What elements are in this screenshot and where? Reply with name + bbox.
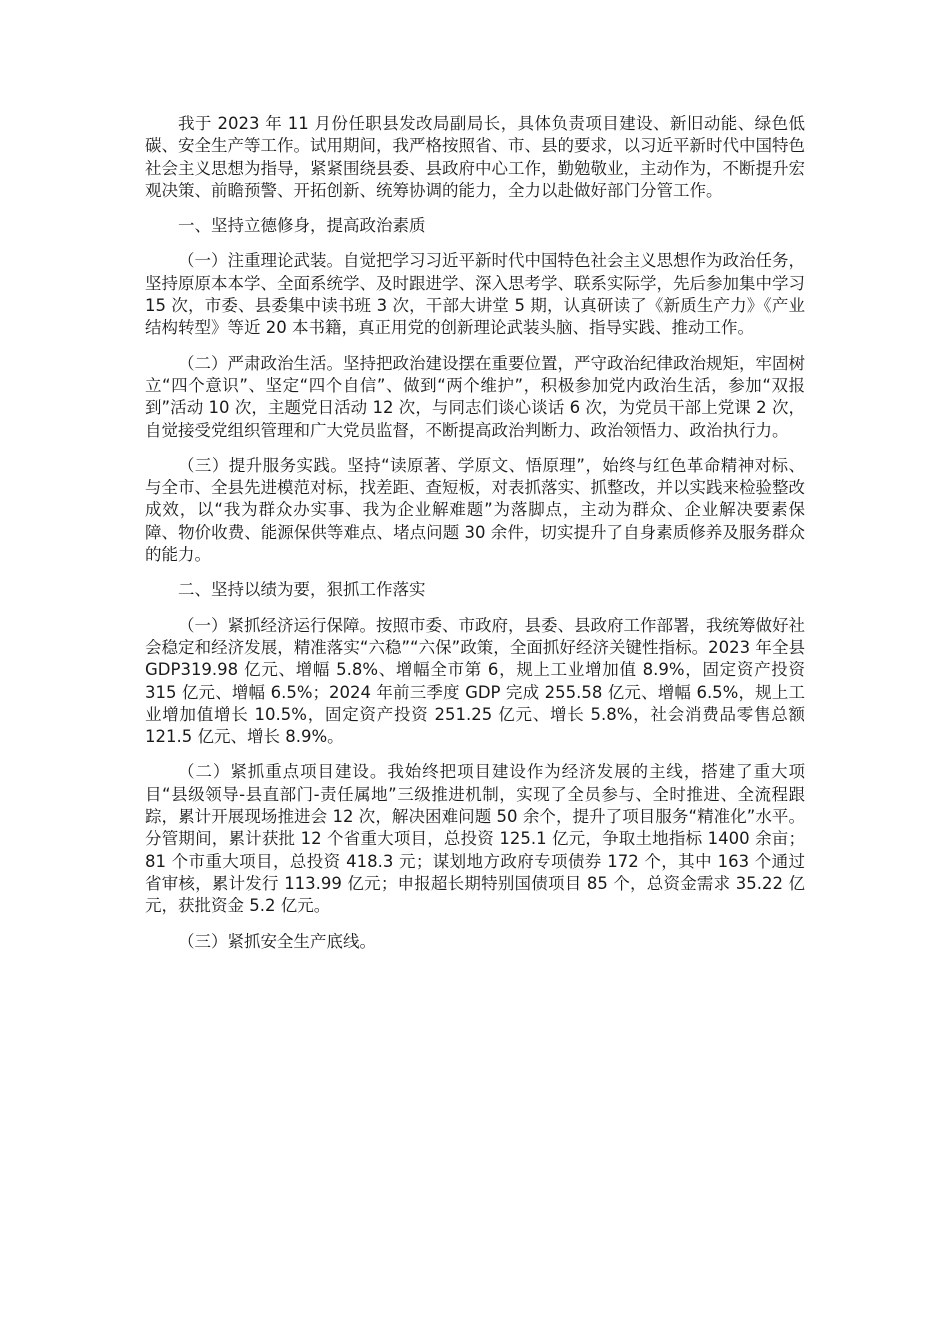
paragraph-2-2: （二）紧抓重点项目建设。我始终把项目建设作为经济发展的主线，搭建了重大项目“县级领导-县直部门-责任属地”三级推进机制，实现了全员参与、全时推进、全流程跟踪，累计开展现场推进会 12 次，解决困难问题 50 余个，提升了项目服务“精准化”水平。分管期间，累计获批 12 个省重大项目，总投资 125.1 亿元，争取土地指标 1400 余亩；81 个市重大项目，总投资 418.3 元；谋划地方政府专项债券 172 个，其中 163 个通过省审核，累计发行 113.99 亿元；申报超长期特别国债项目 85 个，总资金需求 35.22 亿元，获批资金 5.2 亿元。 [145, 762, 805, 916]
section-heading-2: 二、坚持以绩为要，狠抓工作落实 [178, 580, 426, 600]
paragraph-1-3: （三）提升服务实践。坚持“读原著、学原文、悟原理”，始终与红色革命精神对标、与全市、全县先进模范对标，找差距、查短板，对表抓落实、抓整改，并以实践来检验整改成效，以“我为群众办实事、我为企业解难题”为落脚点，主动为群众、企业解决要素保障、物价收费、能源保供等难点、堵点问题 30 余件，切实提升了自身素质修养及服务群众的能力。 [145, 455, 805, 565]
paragraph-1-2: （二）严肃政治生活。坚持把政治建设摆在重要位置，严守政治纪律政治规矩，牢固树立“四个意识”、坚定“四个自信”、做到“两个维护”，积极参加党内政治生活，参加“双报到”活动 10 次，主题党日活动 12 次，与同志们谈心谈话 6 次，为党员干部上党课 2 次，自觉接受党组织管理和广大党员监督，不断提高政治判断力、政治领悟力、政治执行力。 [145, 353, 805, 440]
document-body [145, 113, 805, 966]
intro-paragraph: 我于 2023 年 11 月份任职县发改局副局长，具体负责项目建设、新旧动能、绿色低碳、安全生产等工作。试用期间，我严格按照省、市、县的要求，以习近平新时代中国特色社会主义思想为指导，紧紧围绕县委、县政府中心工作，勤勉敬业，主动作为，不断提升宏观决策、前瞻预警、开拓创新、统筹协调的能力，全力以赴做好部门分管工作。 [145, 114, 805, 200]
section-heading-1: 一、坚持立德修身，提高政治素质 [178, 216, 426, 236]
paragraph-2-3: （三）紧抓安全生产底线。 [178, 931, 376, 951]
paragraph-2-1: （一）紧抓经济运行保障。按照市委、市政府，县委、县政府工作部署，我统筹做好社会稳定和经济发展，精准落实“六稳”“六保”政策，全面抓好经济关键性指标。2023 年全县 GDP319.98 亿元、增幅 5.8%、增幅全市第 6，规上工业增加值 8.9%，固定资产投资 315 亿元、增幅 6.5%；2024 年前三季度 GDP 完成 255.58 亿元、增幅 6.5%，规上工业增加值增长 10.5%，固定资产投资 251.25 亿元、增长 5.8%，社会消费品零售总额 121.5 亿元、增长 8.9%。 [145, 615, 805, 747]
paragraph-1-1: （一）注重理论武装。自觉把学习习近平新时代中国特色社会主义思想作为政治任务，坚持原原本本学、全面系统学、及时跟进学、深入思考学、联系实际学，先后参加集中学习 15 次，市委、县委集中读书班 3 次，干部大讲堂 5 期，认真研读了《新质生产力》《产业结构转型》等近 20 本书籍，真正用党的创新理论武装头脑、指导实践、推动工作。 [145, 251, 805, 338]
